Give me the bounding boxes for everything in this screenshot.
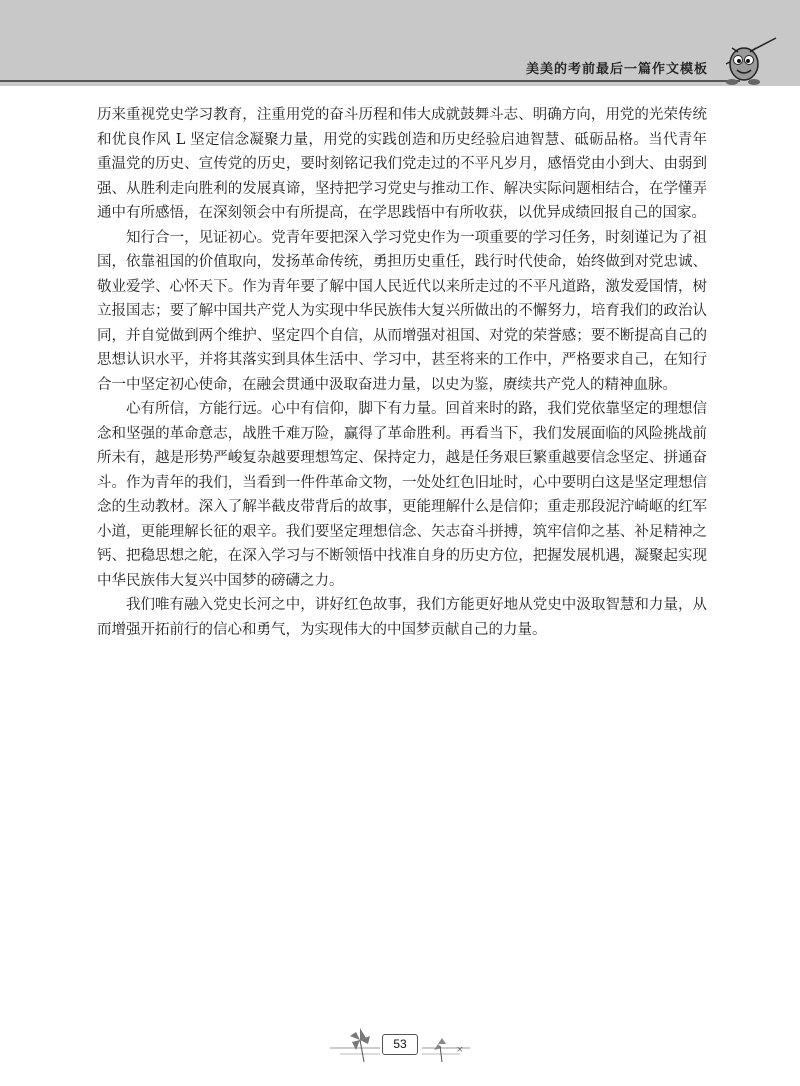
header-rule — [0, 80, 740, 82]
paragraph-2: 知行合一，见证初心。党青年要把深入学习党史作为一项重要的学习任务，时刻谨记为了祖国，依靠祖国的价值取向，发扬革命传统，勇担历史重任，践行时代使命，始终做到对党忠诚、敬业爱学、心怀天下。作为青年要了解中国人民近代以来所走过的不平凡道路，激发爱国情，树立报国志；要了解中国共产党人为实现中华民族伟大复兴所做出的不懈努力，培育我们的政治认同，并自觉做到两个维护、坚定四个自信，从而增强对祖国、对党的荣誉感；要不断提高自己的思想认识水平，并将其落实到具体生活中、学习中，甚至将来的工作中，严格要求自己，在知行合一中坚定初心使命，在融会贯通中汲取奋进力量，以史为鉴，赓续共产党人的精神血脉。 — [97, 229, 707, 393]
paragraph-3: 心有所信，方能行远。心中有信仰，脚下有力量。回首来时的路，我们党依靠坚定的理想信念和坚强的革命意志，战胜千难万险，赢得了革命胜利。再看当下，我们发展面临的风险挑战前所未有，越是形势严峻复杂越要理想笃定、保持定力，越是任务艰巨繁重越要信念坚定、拼通奋斗。作为青年的我们，当看到一件件革命文物，一处处红色旧址时，心中要明白这是坚定理想信念的生动教材。深入了解半截皮带背后的故事，更能理解什么是信仰；重走那段泥泞崎岖的红军小道，更能理解长征的艰辛。我们要坚定理想信念、矢志奋斗拼搏，筑牢信仰之基、补足精神之钙、把稳思想之舵，在深入学习与不断领悟中找准自身的历史方位，把握发展机遇，凝聚起实现中华民族伟大复兴中国梦的磅礴之力。 — [97, 401, 707, 589]
paragraph-4: 我们唯有融入党史长河之中，讲好红色故事，我们方能更好地从党史中汲取智慧和力量，从而增强开拓前行的信心和勇气，为实现伟大的中国梦贡献自己的力量。 — [97, 597, 707, 638]
essay-body — [97, 103, 707, 642]
paragraph-1: 历来重视党史学习教育，注重用党的奋斗历程和伟大成就鼓舞斗志、明确方向，用党的光荣传统和优良作风 L 坚定信念凝聚力量，用党的实践创造和历史经验启迪智慧、砥砺品格。当代青年重温党的历史、宣传党的历史，要时刻铭记我们党走过的不平凡岁月，感悟党由小到大、由弱到强、从胜利走向胜利的发展真谛，坚持把学习党史与推动工作、解决实际问题相结合，在学懂弄通中有所感悟，在深刻领会中有所提高，在学思践悟中有所收获，以优异成绩回报自己的国家。 — [97, 107, 707, 221]
mascot-icon — [718, 34, 780, 86]
page-number: 53 — [382, 1034, 418, 1055]
running-header-title: 美美的考前最后一篇作文模板 — [525, 62, 708, 77]
svg-text:×: × — [456, 1045, 464, 1055]
